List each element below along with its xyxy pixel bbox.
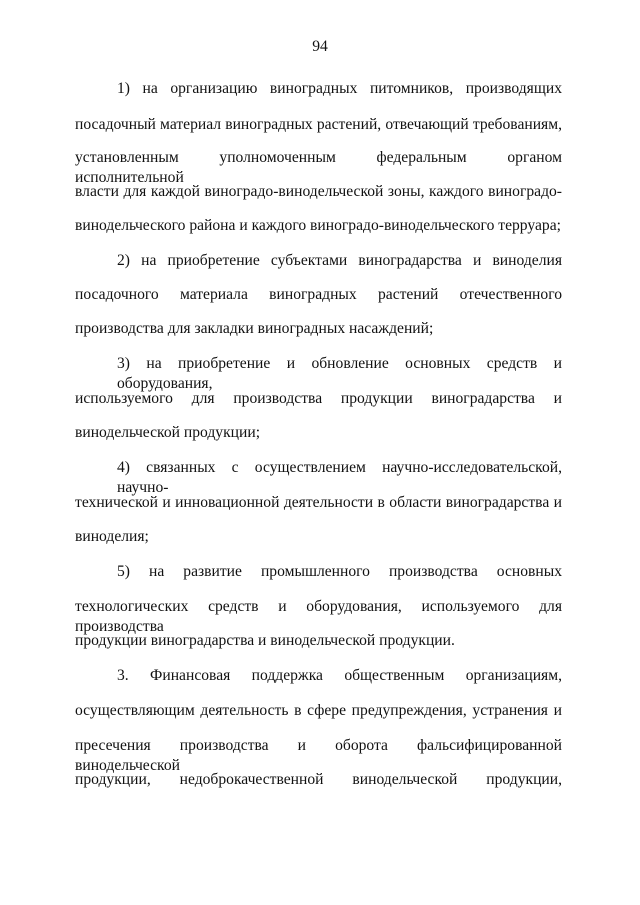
text-line: 2) на приобретение субъектами виноградарства и виноделия: [117, 252, 562, 269]
text-line: посадочный материал виноградных растений, отвечающий требованиям,: [75, 116, 562, 133]
text-line: технологических средств и оборудования, используемого для производства: [75, 598, 562, 635]
text-line: виноделия;: [75, 528, 149, 545]
text-line: власти для каждой виноградо-винодельческой зоны, каждого виноградо-: [75, 183, 562, 200]
text-line: используемого для производства продукции виноградарства и: [75, 390, 562, 407]
text-line: продукции виноградарства и винодельческой продукции.: [75, 632, 455, 649]
text-line: пресечения производства и оборота фальсифицированной винодельческой: [75, 737, 562, 774]
text-line: 4) связанных с осуществлением научно-исследовательской, научно-: [117, 459, 562, 496]
text-line: производства для закладки виноградных насаждений;: [75, 320, 434, 337]
text-line: технической и инновационной деятельности в области виноградарства и: [75, 494, 562, 511]
text-line: осуществляющим деятельность в сфере предупреждения, устранения и: [75, 702, 562, 719]
text-line: посадочного материала виноградных растений отечественного: [75, 286, 562, 303]
text-line: 1) на организацию виноградных питомников, производящих: [117, 80, 562, 97]
page-number: 94: [312, 38, 328, 55]
text-line: винодельческого района и каждого виноградо-винодельческого терруара;: [75, 217, 561, 234]
text-line: продукции, недоброкачественной винодельческой продукции,: [75, 771, 562, 788]
text-line: 3) на приобретение и обновление основных средств и оборудования,: [117, 355, 562, 392]
text-line: винодельческой продукции;: [75, 424, 261, 441]
text-line: 5) на развитие промышленного производства основных: [117, 563, 562, 580]
text-line: 3. Финансовая поддержка общественным организациям,: [117, 667, 562, 684]
text-line: установленным уполномоченным федеральным органом исполнительной: [75, 149, 562, 186]
